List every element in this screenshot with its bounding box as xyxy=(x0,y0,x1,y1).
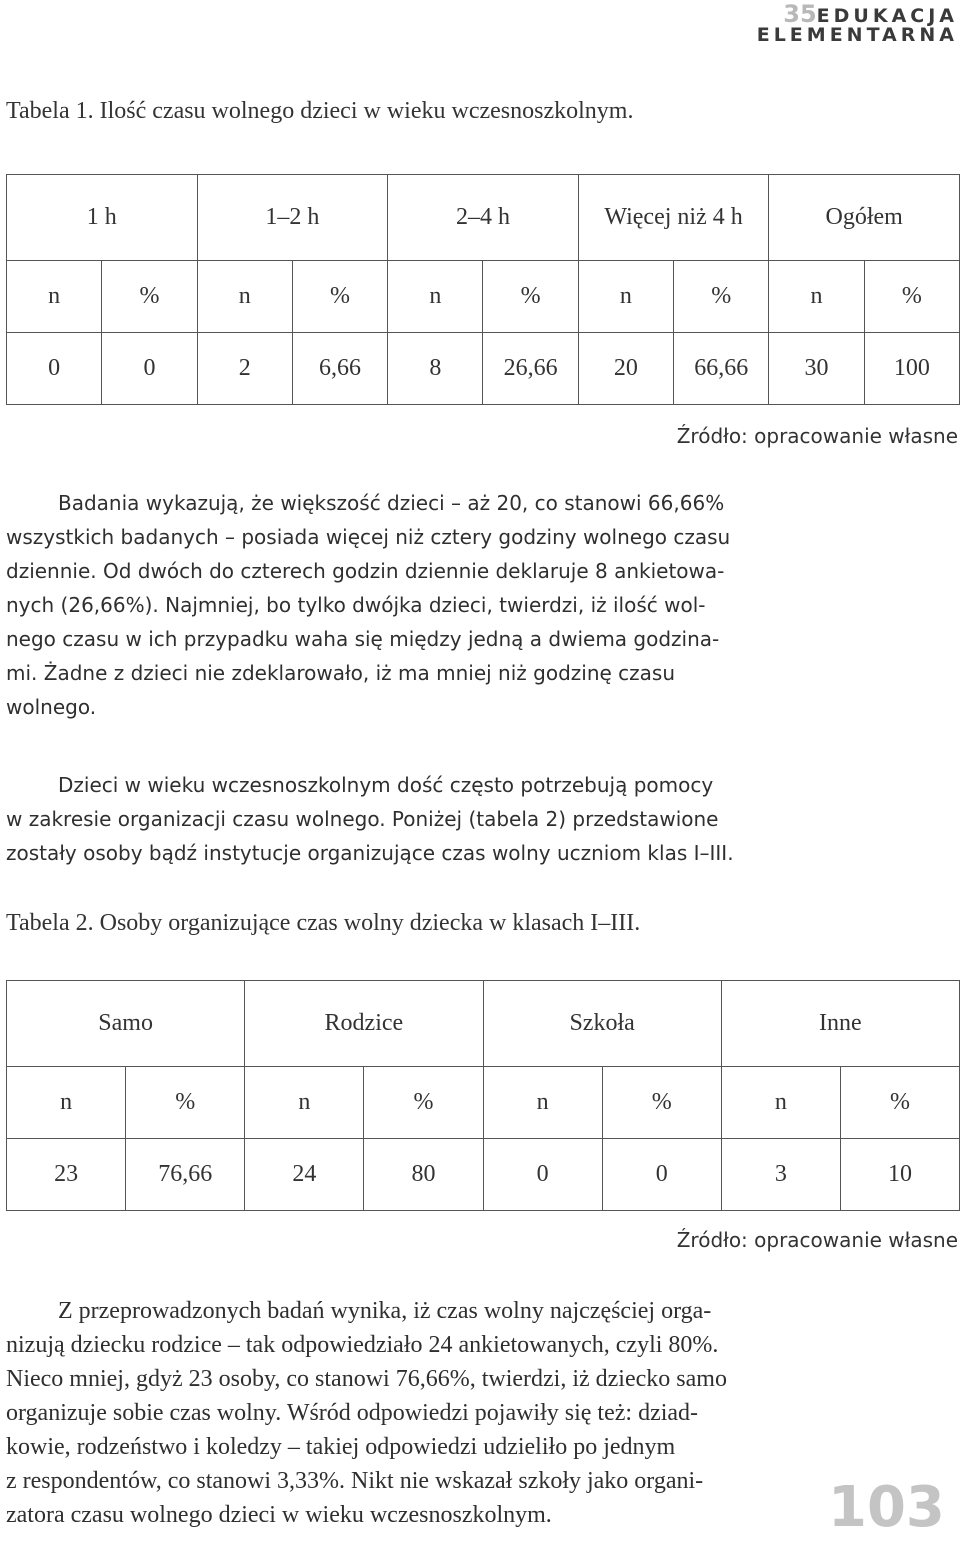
text-line: nizują dziecku rodzice – tak odpowiedziało 24 ankietowanych, czyli 80%. xyxy=(6,1332,719,1358)
table1-subheader-cell: n xyxy=(578,261,673,333)
text-line: dziennie. Od dwóch do czterech godzin dziennie deklaruje 8 ankietowa- xyxy=(6,559,725,583)
table1-value-cell: 66,66 xyxy=(674,333,769,405)
table2-value-cell: 76,66 xyxy=(126,1139,245,1211)
table1-subheader-cell: % xyxy=(674,261,769,333)
table1-header-cell: 1 h xyxy=(7,175,198,261)
table1-subheader-cell: n xyxy=(197,261,292,333)
table1-subheader-cell: n xyxy=(388,261,483,333)
table2-value-cell: 3 xyxy=(721,1139,840,1211)
table2-subheader-cell: % xyxy=(126,1067,245,1139)
text-line: z respondentów, co stanowi 3,33%. Nikt nie wskazał szkoły jako organi- xyxy=(6,1468,704,1494)
table1-value-cell: 26,66 xyxy=(483,333,578,405)
issue-number: 35 xyxy=(783,0,817,28)
table2-value-cell: 24 xyxy=(245,1139,364,1211)
table2-subheader-cell: % xyxy=(364,1067,483,1139)
table2 xyxy=(6,980,960,1211)
table2-subheader-cell: % xyxy=(840,1067,959,1139)
table2-header-cell: Szkoła xyxy=(483,981,721,1067)
table2-header-cell: Rodzice xyxy=(245,981,483,1067)
table2-source: Źródło: opracowanie własne xyxy=(676,1228,958,1252)
table1-subheader-cell: % xyxy=(483,261,578,333)
table1-value-cell: 8 xyxy=(388,333,483,405)
table1-header-cell: Więcej niż 4 h xyxy=(578,175,769,261)
table1-source: Źródło: opracowanie własne xyxy=(676,424,958,448)
table2-value-cell: 10 xyxy=(840,1139,959,1211)
table2-header-cell: Inne xyxy=(721,981,959,1067)
journal-title-line2: ELEMENTARNA xyxy=(756,24,958,46)
table2-subheader-cell: n xyxy=(7,1067,126,1139)
table2-header-cell: Samo xyxy=(7,981,245,1067)
table2-value-cell: 0 xyxy=(483,1139,602,1211)
table1-subheader-cell: n xyxy=(7,261,102,333)
page-number: 103 xyxy=(828,1475,945,1540)
table1 xyxy=(6,174,960,405)
text-line: w zakresie organizacji czasu wolnego. Poniżej (tabela 2) przedstawione xyxy=(6,807,719,831)
running-header xyxy=(757,2,958,45)
table1-subheader-cell: % xyxy=(102,261,197,333)
paragraph-1 xyxy=(6,486,806,724)
table1-value-cell: 0 xyxy=(7,333,102,405)
text-line: wolnego. xyxy=(6,695,97,719)
table2-subheader-cell: % xyxy=(602,1067,721,1139)
table2-subheader-cell: n xyxy=(721,1067,840,1139)
text-line: Dzieci w wieku wczesnoszkolnym dość często potrzebują pomocy xyxy=(58,773,714,797)
paragraph-2 xyxy=(6,768,806,870)
text-line: organizuje sobie czas wolny. Wśród odpowiedzi pojawiły się też: dziad- xyxy=(6,1400,699,1426)
table2-caption: Tabela 2. Osoby organizujące czas wolny dziecka w klasach I–III. xyxy=(6,910,641,936)
table1-subheader-cell: % xyxy=(292,261,387,333)
table1-header-cell: Ogółem xyxy=(769,175,960,261)
table1-subheader-cell: % xyxy=(864,261,959,333)
journal-title-line1: EDUKACJA xyxy=(816,5,958,27)
table1-value-cell: 30 xyxy=(769,333,864,405)
table1-subheader-cell: n xyxy=(769,261,864,333)
text-line: Badania wykazują, że większość dzieci – aż 20, co stanowi 66,66% xyxy=(58,491,725,515)
table1-header-cell: 2–4 h xyxy=(388,175,579,261)
table2-subheader-cell: n xyxy=(483,1067,602,1139)
paragraph-3 xyxy=(6,1294,806,1532)
text-line: nych (26,66%). Najmniej, bo tylko dwójka dzieci, twierdzi, iż ilość wol- xyxy=(6,593,706,617)
text-line: nego czasu w ich przypadku waha się między jedną a dwiema godzina- xyxy=(6,627,720,651)
table1-value-cell: 20 xyxy=(578,333,673,405)
text-line: wszystkich badanych – posiada więcej niż cztery godziny wolnego czasu xyxy=(6,525,731,549)
table2-value-cell: 23 xyxy=(7,1139,126,1211)
table1-value-cell: 2 xyxy=(197,333,292,405)
table1-value-cell: 6,66 xyxy=(292,333,387,405)
text-line: kowie, rodzeństwo i koledzy – takiej odpowiedzi udzieliło po jednym xyxy=(6,1434,676,1460)
text-line: zatora czasu wolnego dzieci w wieku wczesnoszkolnym. xyxy=(6,1502,552,1528)
table1-caption: Tabela 1. Ilość czasu wolnego dzieci w wieku wczesnoszkolnym. xyxy=(6,98,634,124)
text-line: mi. Żadne z dzieci nie zdeklarowało, iż ma mniej niż godzinę czasu xyxy=(6,661,676,685)
table2-subheader-cell: n xyxy=(245,1067,364,1139)
table1-value-cell: 100 xyxy=(864,333,959,405)
table1-value-cell: 0 xyxy=(102,333,197,405)
text-line: Nieco mniej, gdyż 23 osoby, co stanowi 76,66%, twierdzi, iż dziecko samo xyxy=(6,1366,727,1392)
text-line: Z przeprowadzonych badań wynika, iż czas wolny najczęściej orga- xyxy=(58,1298,712,1324)
table1-header-cell: 1–2 h xyxy=(197,175,388,261)
text-line: zostały osoby bądź instytucje organizujące czas wolny uczniom klas I–III. xyxy=(6,841,734,865)
table2-value-cell: 0 xyxy=(602,1139,721,1211)
table2-value-cell: 80 xyxy=(364,1139,483,1211)
